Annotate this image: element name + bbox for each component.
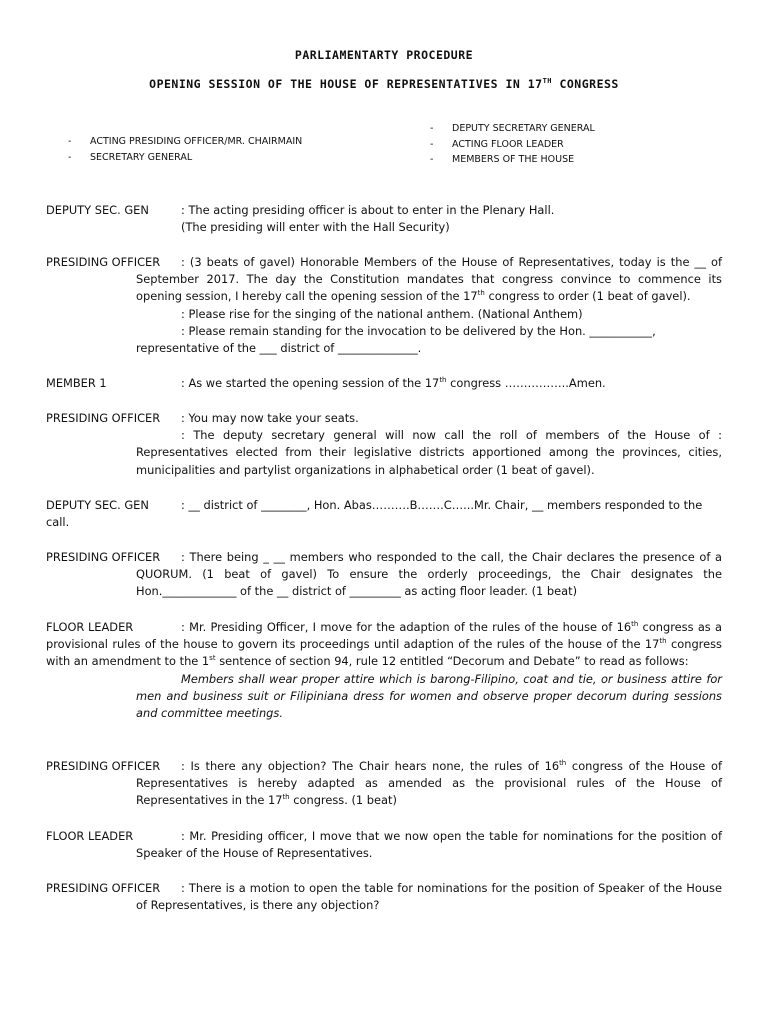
dialogue-entry [46, 497, 722, 531]
speech-text: congress with an amendment to the 1 [46, 637, 722, 669]
speech-line: (The presiding will enter with the Hall Security) [181, 220, 450, 235]
dialogue-entry [46, 202, 722, 236]
dialogue-entry [46, 880, 722, 914]
role-label: ACTING PRESIDING OFFICER/MR. CHAIRMAIN [90, 136, 303, 147]
bullet-dash: - [68, 151, 72, 163]
speech-text: : (3 beats of gavel) Honorable Members of the House of Representatives, today is the __ of September 2017. The day the Constitution mandates that congress convince to commence its opening session, I hereby call the opening session of the 17 [136, 255, 722, 304]
document-title: PARLIAMENTARTY PROCEDURE [294, 48, 474, 62]
speech-text: congress to order (1 beat of gavel). [484, 289, 691, 304]
subtitle-text: OPENING SESSION OF THE HOUSE OF REPRESENTATIVES IN 17 [149, 77, 543, 91]
subtitle-suffix: CONGRESS [552, 77, 619, 91]
speech-paragraph: : Mr. Presiding officer, I move that we now open the table for nominations for the position of Speaker of the House of Representatives. [136, 829, 722, 861]
speaker-label: FLOOR LEADER [46, 829, 134, 843]
bullet-dash: - [430, 154, 434, 165]
speaker-label: PRESIDING OFFICER [46, 759, 161, 773]
dialogue-entry [46, 828, 722, 862]
speech-line: : You may now take your seats. [181, 411, 359, 425]
role-item [430, 137, 595, 153]
ordinal-superscript: th [477, 289, 485, 298]
speaker-label: DEPUTY SEC. GEN [46, 203, 149, 217]
document-subtitle [0, 77, 768, 91]
speech-line: : Please rise for the singing of the national anthem. (National Anthem) [181, 306, 583, 321]
dialogue-entry [46, 758, 722, 810]
speaker-label: PRESIDING OFFICER [46, 411, 161, 425]
speaker-label: PRESIDING OFFICER [46, 550, 161, 564]
role-item [430, 152, 595, 168]
speech-line: : Please remain standing for the invocation to be delivered by the Hon. ___________, [181, 323, 656, 338]
role-label: ACTING FLOOR LEADER [452, 138, 564, 150]
ordinal-superscript: st [209, 654, 216, 663]
speech-text: : Mr. Presiding Officer, I move for the adaption of the rules of the house of 16 [181, 620, 632, 634]
ordinal-superscript: th [282, 793, 290, 802]
speech-text: congress ……………..Amen. [446, 376, 606, 390]
speech-line: : __ district of ________, Hon. Abas……….B…….C…...Mr. Chair, __ members responded to the [181, 498, 703, 512]
role-label: MEMBERS OF THE HOUSE [452, 154, 575, 165]
bullet-dash: - [430, 123, 434, 134]
speech-text: : As we started the opening session of the 17 [181, 376, 440, 390]
dialogue-entry [46, 254, 722, 357]
bullet-dash: - [430, 138, 434, 150]
role-item [68, 134, 302, 150]
speech-paragraph [46, 619, 722, 671]
ordinal-superscript: th [439, 376, 447, 385]
subtitle-superscript: TH [542, 77, 553, 86]
roles-list-left [68, 134, 302, 165]
role-item [430, 121, 595, 137]
quoted-rule: Members shall wear proper attire which is barong-Filipino, coat and tie, or business attire for men and business suit or Filipiniana dress for women and observe proper decorum during sessions and committee meetings. [136, 671, 722, 721]
speech-paragraph: : The deputy secretary general will now call the roll of members of the House of : Representatives elected from their legislative districts apportioned among the provinces, cities, municipalities and partylist organizations in alphabetical order (1 beat of gavel). [136, 428, 722, 477]
speech-text: : Is there any objection? The Chair hears none, the rules of 16 [181, 759, 560, 773]
speaker-label: MEMBER 1 [46, 376, 107, 390]
speech-line: call. [46, 515, 70, 530]
speech-text: congress as a provisional rules of the house to govern its proceedings until adaption of the rules of the house of the 17 [46, 620, 723, 652]
role-item [68, 150, 302, 166]
ordinal-superscript: th [559, 759, 567, 768]
speaker-label: PRESIDING OFFICER [46, 255, 161, 269]
ordinal-superscript: th [659, 637, 667, 646]
speech-text: sentence of section 94, rule 12 entitled “Decorum and Debate” to read as follows: [215, 654, 689, 669]
speech-line [46, 375, 722, 392]
role-label: DEPUTY SECRETARY GENERAL [452, 123, 595, 134]
speech-text: congress. (1 beat) [289, 793, 397, 808]
dialogue-entry [46, 549, 722, 601]
dialogue-entry [46, 619, 722, 722]
speech-line: : The acting presiding officer is about to enter in the Plenary Hall. [181, 203, 555, 217]
dialogue-entry [46, 375, 722, 392]
speaker-label: PRESIDING OFFICER [46, 881, 161, 895]
dialogue-entry [46, 410, 722, 479]
roles-list-right [430, 121, 595, 168]
speaker-label: DEPUTY SEC. GEN [46, 498, 149, 512]
ordinal-superscript: th [631, 620, 639, 629]
speech-paragraph: : There being _ __ members who responded to the call, the Chair declares the presence of a QUORUM. (1 beat of gavel) To ensure the orderly proceedings, the Chair designates the Hon._____________ of the __ district of _________ as acting floor leader. (1 beat) [136, 550, 722, 599]
speech-line: representative of the ___ district of ______________. [136, 341, 422, 356]
bullet-dash: - [68, 136, 72, 147]
role-label: SECRETARY GENERAL [90, 151, 193, 163]
speaker-label: FLOOR LEADER [46, 620, 134, 634]
speech-paragraph: : There is a motion to open the table for nominations for the position of Speaker of the House of Representatives, is there any objection? [136, 881, 722, 913]
speech-text: congress of the House of Representatives is hereby adapted as amended as the provisional rules of the House of Representatives in the 17 [136, 759, 722, 808]
